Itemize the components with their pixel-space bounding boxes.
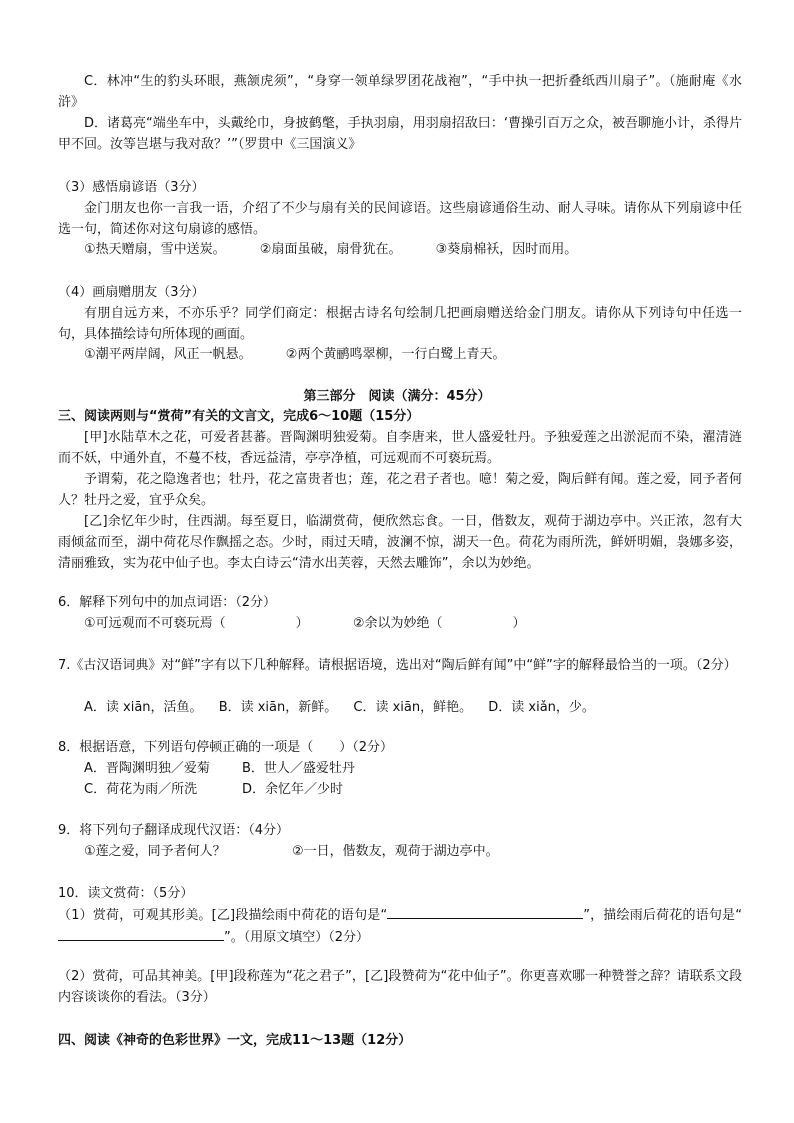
q3-item: ①热天赠扇，雪中送炭。: [84, 242, 226, 257]
q7-option: A．读 xiān，活鱼。: [84, 700, 203, 715]
q10-part1: [58, 904, 742, 948]
q10-p1-text: ”。（用原文填空）（2分）: [224, 930, 370, 945]
passage-jia-2: 予谓菊，花之隐逸者也；牡丹，花之富贵者也；莲，花之君子者也。噫！菊之爱，陶后鲜有闻。莲之爱，同予者何人？牡丹之爱，宜乎众矣。: [58, 472, 742, 508]
q8-options-row2: [84, 779, 742, 800]
q9-item: ②一日，偕数友，观荷于湖边亭中。: [292, 844, 499, 859]
q3-prompt: 金门朋友也你一言我一语，介绍了不少与扇有关的民间谚语。这些扇谚通俗生动、耐人寻味。请你从下列扇谚中任选一句，简述你对这句扇谚的感悟。: [58, 201, 742, 237]
q8-options-row1: [84, 758, 742, 779]
q10-p1-text: （1）赏荷，可观其形美。[乙]段描绘雨中荷花的语句是“: [58, 908, 388, 923]
part3-title: 第三部分 阅读（满分：45分）: [303, 389, 491, 404]
q6-item-b: ②余以为妙绝（: [352, 616, 443, 631]
q6-items: [84, 613, 742, 634]
answer-blank-2[interactable]: [58, 926, 224, 941]
q7-option: C．读 xiān，鲜艳。: [353, 700, 473, 715]
q7-option: D．读 xiǎn，少。: [488, 700, 595, 715]
passage-jia-1: [甲]水陆草木之花，可爱者甚蕃。晋陶渊明独爱菊。自李唐来，世人盛爱牡丹。予独爱莲之出淤泥而不染，濯清涟而不妖，中通外直，不蔓不枝，香远益清，亭亭净植，可远观而不可亵玩焉。: [58, 430, 742, 466]
q7-title: 7.《古汉语词典》对“鲜”字有以下几种解释。请根据语境，选出对“陶后鲜有闻”中“鲜”字的解释最恰当的一项。（2分）: [58, 658, 737, 673]
q8-option: A．晋陶渊明独／爱菊: [84, 761, 210, 776]
option-c: C．林冲“生的豹头环眼，燕颔虎须”，“身穿一领单绿罗团花战袍”，“手中执一把折叠纸西川扇子”。（施耐庵《水浒》: [58, 74, 742, 110]
q4-item: ①潮平两岸阔，风正一帆悬。: [84, 347, 252, 362]
q3-items: [84, 239, 742, 260]
q3-item: ③葵扇棉袄，因时而用。: [435, 242, 578, 257]
paren: ）: [512, 616, 526, 631]
q7-options: [84, 697, 742, 718]
q4-items: [84, 344, 742, 365]
q6-title: 6．解释下列句中的加点词语：（2分）: [58, 595, 277, 610]
q4-prompt: 有朋自远方来，不亦乐乎？同学们商定：根据古诗名句绘制几把画扇赠送给金门朋友。请你从下列诗句中任选一句，具体描绘诗句所体现的画面。: [58, 306, 742, 342]
q9-items: [84, 841, 742, 862]
option-d: D．诸葛亮“端坐车中，头戴纶巾，身披鹤氅，手执羽扇，用羽扇招敌曰：‘曹操引百万之众，被吾聊施小计，杀得片甲不回。汝等岂堪与我对敌？’”（罗贯中《三国演义》: [58, 116, 742, 152]
paren: ）: [295, 616, 309, 631]
passage-yi: [乙]余忆年少时，住西湖。每至夏日，临湖赏荷，便欣然忘食。一日，偕数友，观荷于湖边亭中。兴正浓，忽有大雨倾盆而至，湖中荷花尽作飘摇之态。少时，雨过天晴，波澜不惊，湖天一色。荷花为雨所洗，鲜妍明媚，袅娜多姿，清丽雅致，实为花中仙子也。李太白诗云“清水出芙蓉，天然去雕饰”，余以为妙绝。: [58, 514, 742, 571]
q3-title: （3）感悟扇谚语（3分）: [58, 180, 205, 195]
q10-title: 10．读文赏荷：（5分）: [58, 886, 194, 901]
q8-title: 8．根据语意，下列语句停顿正确的一项是（ ）（2分）: [58, 740, 394, 755]
q9-title: 9．将下列句子翻译成现代汉语：（4分）: [58, 823, 290, 838]
answer-blank-1[interactable]: [387, 904, 583, 919]
q8-option: B．世人／盛爱牡丹: [242, 761, 355, 776]
q7-option: B．读 xiān，新鲜。: [218, 700, 338, 715]
section4-title: 四、阅读《神奇的色彩世界》一文，完成11～13题（12分）: [58, 1033, 412, 1048]
q10-part2: （2）赏荷，可品其神美。[甲]段称莲为“花之君子”，[乙]段赞荷为“花中仙子”。你更喜欢哪一种赞誉之辞？请联系文段内容谈谈你的看法。（3分）: [58, 969, 742, 1005]
q9-item: ①莲之爱，同予者何人？: [84, 844, 226, 859]
q10-p1-text: ”，描绘雨后荷花的语句是“: [583, 908, 742, 923]
q8-option: C．荷花为雨／所洗: [84, 782, 198, 797]
q6-item-a: ①可远观而不可亵玩焉（: [84, 616, 226, 631]
q4-title: （4）画扇赠朋友（3分）: [58, 285, 205, 300]
q8-option: D．余忆年／少时: [242, 782, 344, 797]
q3-item: ②扇面虽破，扇骨犹在。: [259, 242, 402, 257]
q4-item: ②两个黄鹂鸣翠柳，一行白鹭上青天。: [285, 347, 506, 362]
section3-title: 三、阅读两则与“赏荷”有关的文言文，完成6～10题（15分）: [58, 409, 420, 424]
